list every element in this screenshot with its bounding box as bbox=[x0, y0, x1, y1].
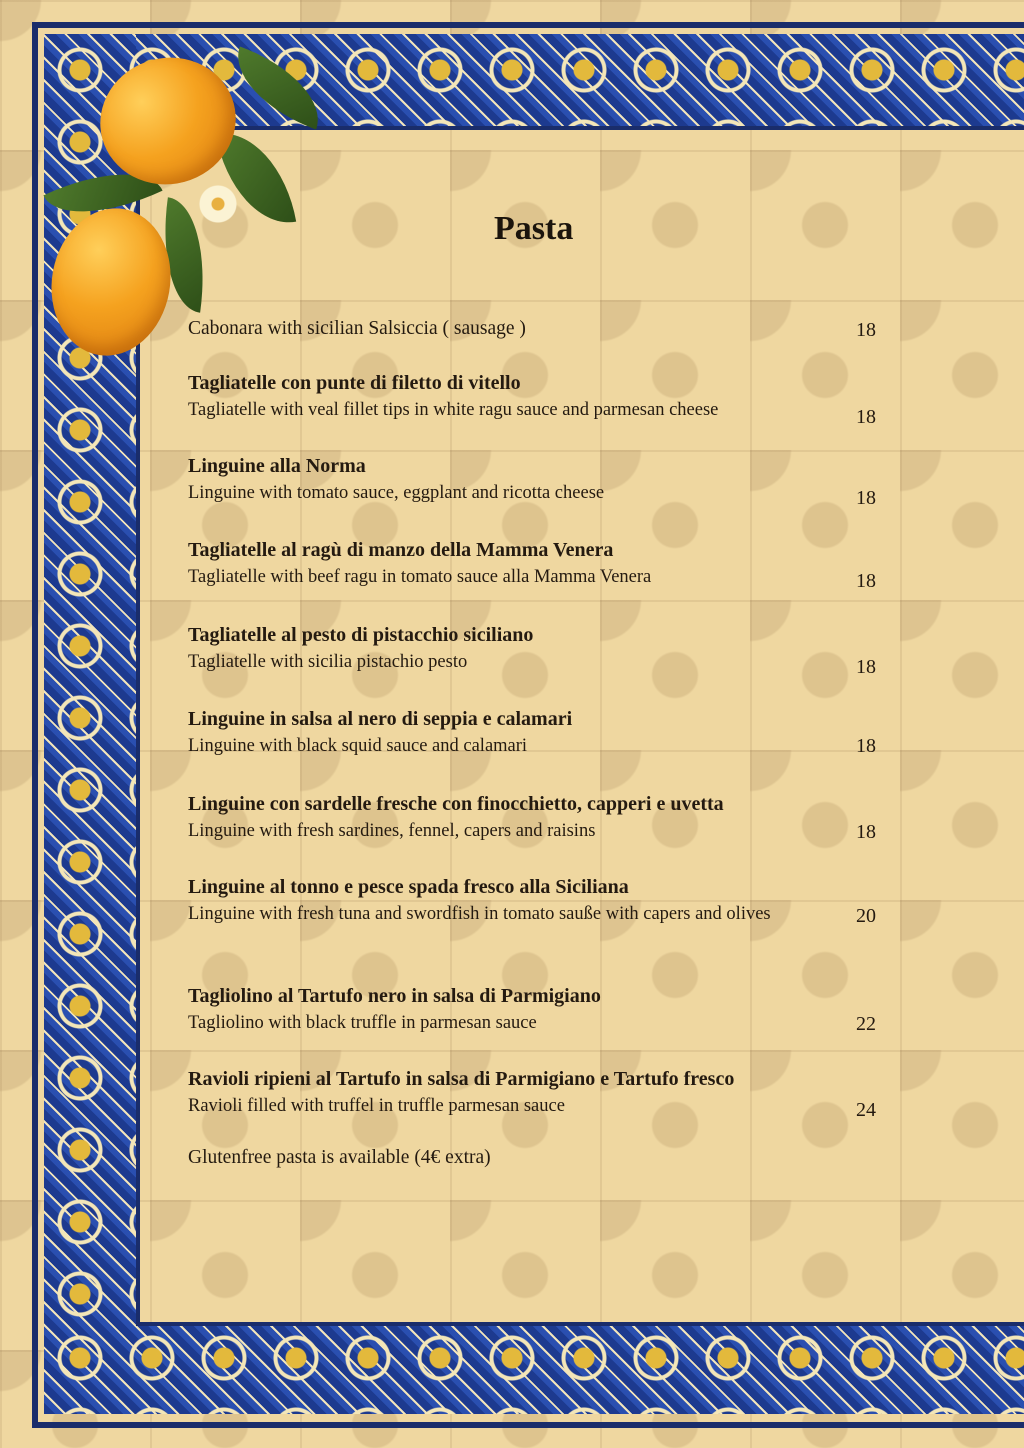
menu-item-price: 18 bbox=[856, 487, 876, 509]
border-line-top bbox=[136, 126, 1024, 130]
menu-item bbox=[188, 983, 880, 1037]
menu-item-description: Cabonara with sicilian Salsiccia ( sausage ) bbox=[188, 318, 526, 339]
menu-item-name: Tagliatelle con punte di filetto di vitello bbox=[188, 372, 521, 394]
menu-item bbox=[188, 537, 880, 591]
menu-item-price: 18 bbox=[856, 319, 876, 341]
menu-item-description: Tagliatelle with sicilia pistachio pesto bbox=[188, 652, 468, 672]
menu-item bbox=[188, 874, 880, 928]
tile-border-bottom bbox=[44, 1322, 1024, 1414]
menu-item-name: Linguine alla Norma bbox=[188, 455, 366, 477]
menu-item-name: Tagliolino al Tartufo nero in salsa di Parmigiano bbox=[188, 985, 601, 1007]
page-title: Pasta bbox=[494, 210, 574, 247]
menu-item-price: 18 bbox=[856, 406, 876, 428]
menu-item-price: 18 bbox=[856, 735, 876, 757]
menu-item-price: 24 bbox=[856, 1099, 876, 1121]
menu-item bbox=[188, 315, 880, 342]
blossom-icon bbox=[196, 182, 240, 226]
menu-item-description: Ravioli filled with truffel in truffle parmesan sauce bbox=[188, 1096, 565, 1116]
menu-item-name: Ravioli ripieni al Tartufo in salsa di Parmigiano e Tartufo fresco bbox=[188, 1068, 735, 1090]
menu-item-description: Linguine with black squid sauce and calamari bbox=[188, 736, 528, 756]
menu-item-description: Linguine with fresh tuna and swordfish in tomato sauße with capers and olives bbox=[188, 904, 771, 924]
menu-item-name: Tagliatelle al ragù di manzo della Mamma Venera bbox=[188, 539, 614, 561]
menu-item-description: Linguine with fresh sardines, fennel, capers and raisins bbox=[188, 821, 596, 841]
footer-note: Glutenfree pasta is available (4€ extra) bbox=[188, 1147, 491, 1168]
border-line-bottom bbox=[136, 1322, 1024, 1326]
menu-item bbox=[188, 706, 880, 760]
menu-item-description: Tagliatelle with veal fillet tips in white ragu sauce and parmesan cheese bbox=[188, 400, 719, 420]
menu-item bbox=[188, 622, 880, 676]
menu-item-price: 18 bbox=[856, 570, 876, 592]
menu-item-name: Linguine con sardelle fresche con finocchietto, capperi e uvetta bbox=[188, 793, 724, 815]
menu-item-description: Tagliatelle with beef ragu in tomato sauce alla Mamma Venera bbox=[188, 567, 652, 587]
menu-item bbox=[188, 791, 880, 845]
menu-item-name: Linguine al tonno e pesce spada fresco alla Siciliana bbox=[188, 876, 629, 898]
menu-item bbox=[188, 1066, 880, 1120]
menu-item-name: Linguine in salsa al nero di seppia e calamari bbox=[188, 708, 573, 730]
menu-item-price: 20 bbox=[856, 905, 876, 927]
menu-item-price: 18 bbox=[856, 656, 876, 678]
menu-item bbox=[188, 453, 880, 507]
menu-item-description: Tagliolino with black truffle in parmesan sauce bbox=[188, 1013, 537, 1033]
menu-item-price: 22 bbox=[856, 1013, 876, 1035]
menu-item-description: Linguine with tomato sauce, eggplant and ricotta cheese bbox=[188, 483, 605, 503]
menu-item-name: Tagliatelle al pesto di pistacchio siciliano bbox=[188, 624, 534, 646]
menu-item bbox=[188, 370, 880, 424]
menu-item-price: 18 bbox=[856, 821, 876, 843]
